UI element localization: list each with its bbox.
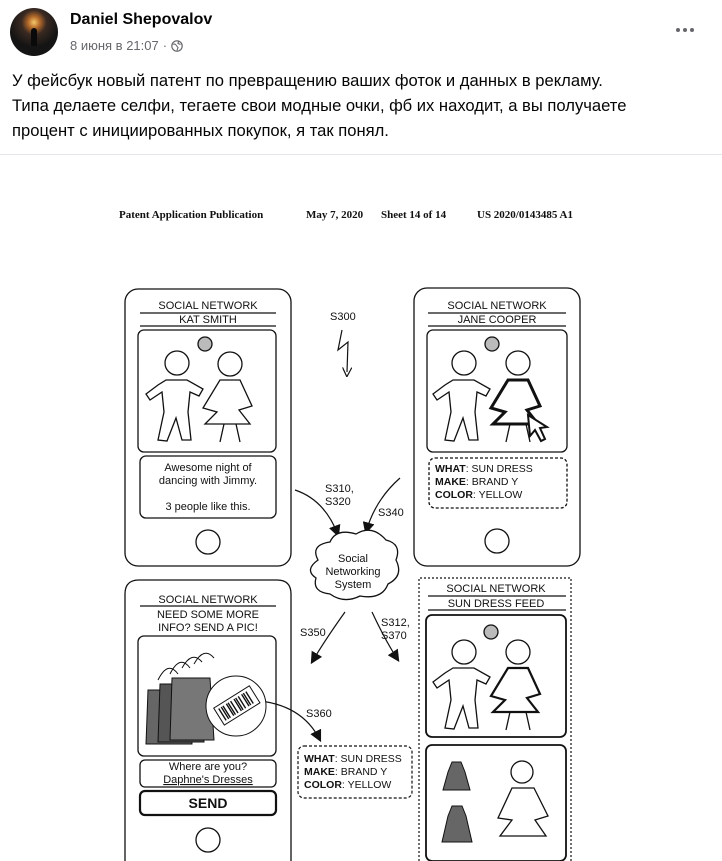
- svg-text:MAKE: BRAND Y: [304, 766, 387, 778]
- phone1-likes: 3 people like this.: [165, 501, 251, 513]
- phone1-user: KAT SMITH: [179, 314, 237, 326]
- svg-text:MAKE: BRAND Y: [435, 476, 518, 488]
- svg-text:WHAT: SUN DRESS: [435, 463, 533, 475]
- author-name[interactable]: Daniel Shepovalov: [70, 11, 213, 28]
- step-s312: S312,: [381, 617, 410, 629]
- dress-rack-illustration: [146, 653, 266, 744]
- phone2-make-key: MAKE: [435, 476, 466, 488]
- phone3-network: SOCIAL NETWORK: [158, 594, 258, 606]
- phone3-store-link[interactable]: Daphne's Dresses: [163, 774, 253, 786]
- cloud-label: System: [334, 579, 372, 591]
- cloud-label: Networking: [325, 566, 381, 578]
- step-s300: S300: [330, 311, 356, 323]
- post-text-line: Типа делаете селфи, тегаете свои модные очки, фб их находит, а вы получаете: [12, 96, 627, 115]
- feed-couple-illustration: [433, 625, 540, 730]
- globe-icon[interactable]: [171, 40, 183, 52]
- phone3-where: Where are you?: [168, 761, 248, 773]
- step-s360: S360: [306, 708, 332, 720]
- patent-drawing: [0, 155, 722, 861]
- post-text: [12, 68, 712, 143]
- phone4-network: SOCIAL NETWORK: [446, 583, 546, 595]
- svg-text:WHAT: SUN DRESS: [304, 753, 402, 765]
- post-date[interactable]: 8 июня в 21:07: [70, 38, 159, 53]
- svg-text:COLOR: YELLOW: [304, 779, 391, 791]
- patent-number: US 2020/0143485 A1: [477, 209, 573, 221]
- phone1-caption: dancing with Jimmy.: [158, 475, 258, 487]
- phone4-feed-title: SUN DRESS FEED: [447, 598, 545, 610]
- patent-date: May 7, 2020: [306, 209, 364, 221]
- tag-color-key: COLOR: [304, 779, 342, 791]
- patent-sheet: Sheet 14 of 14: [381, 209, 447, 221]
- phone2-what-val: : SUN DRESS: [465, 463, 533, 475]
- step-s340: S340: [378, 507, 404, 519]
- phone2-network: SOCIAL NETWORK: [447, 300, 547, 312]
- meta-separator: ·: [162, 38, 168, 53]
- patent-image[interactable]: [0, 155, 722, 861]
- avatar[interactable]: [10, 8, 58, 56]
- phone-sun-dress-feed: [419, 578, 571, 861]
- more-options-icon[interactable]: [672, 20, 698, 40]
- feed-dresses-illustration: [442, 761, 548, 842]
- phone-jane-cooper: [414, 288, 580, 566]
- phone2-color-val: : YELLOW: [472, 489, 523, 501]
- tag-what-val: : SUN DRESS: [334, 753, 402, 765]
- tag-color-val: : YELLOW: [341, 779, 392, 791]
- phone2-what-key: WHAT: [435, 463, 466, 475]
- svg-text:COLOR: YELLOW: [435, 489, 522, 501]
- phone-kat-smith: [125, 289, 291, 566]
- phone3-prompt: INFO? SEND A PIC!: [158, 622, 258, 634]
- phone1-caption: Awesome night of: [164, 462, 252, 474]
- step-s370: S370: [381, 630, 407, 642]
- post-header: [0, 0, 722, 66]
- cloud-label: Social: [338, 553, 368, 565]
- send-button[interactable]: SEND: [188, 795, 228, 811]
- post-meta: [70, 38, 183, 53]
- dancing-couple-illustration: [146, 337, 252, 442]
- phone2-make-val: : BRAND Y: [465, 476, 519, 488]
- phone2-user: JANE COOPER: [457, 314, 537, 326]
- tag-what-key: WHAT: [304, 753, 335, 765]
- step-s310: S310,: [325, 483, 354, 495]
- post-text-line: процент с инициированных покупок, я так понял.: [12, 121, 389, 140]
- phone3-prompt: NEED SOME MORE: [156, 609, 260, 621]
- patent-pub-label: Patent Application Publication: [119, 209, 264, 221]
- step-s320: S320: [325, 496, 351, 508]
- phone2-color-key: COLOR: [435, 489, 473, 501]
- tag-make-key: MAKE: [304, 766, 335, 778]
- step-s350: S350: [300, 627, 326, 639]
- tagged-dress-illustration: [433, 337, 547, 442]
- tag-make-val: : BRAND Y: [334, 766, 388, 778]
- phone1-network: SOCIAL NETWORK: [158, 300, 258, 312]
- post-text-line: У фейсбук новый патент по превращению ваших фоток и данных в рекламу.: [12, 71, 603, 90]
